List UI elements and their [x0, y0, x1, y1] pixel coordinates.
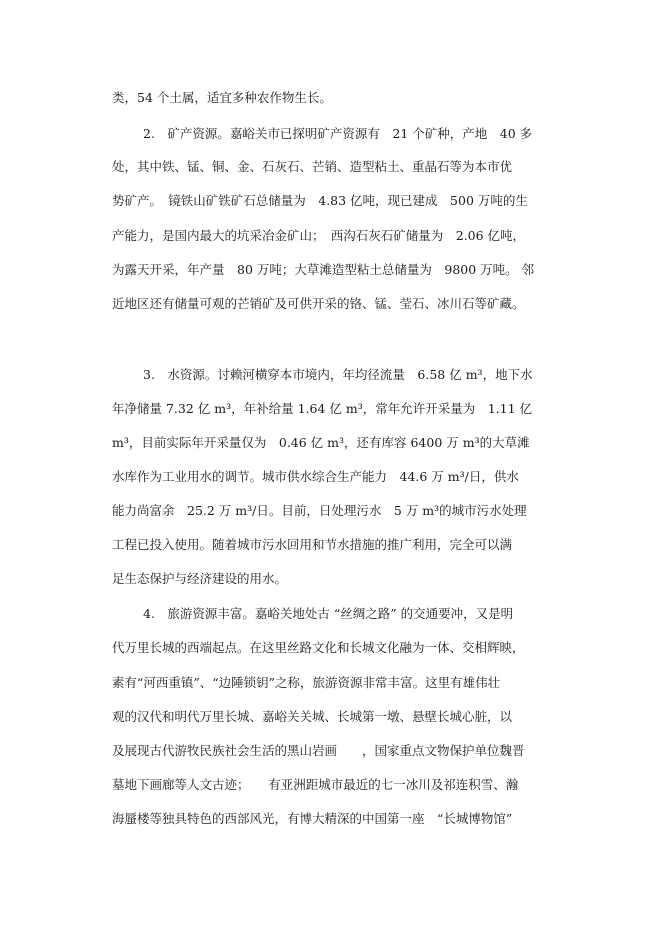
text-line: 海蜃楼等独具特色的西部风光，有博大精深的中国第一座 “长城博物馆”	[112, 811, 513, 826]
text-line: 年净储量 7.32 亿 m³，年补给量 1.64 亿 m³，常年允许开采量为 1.11 亿	[112, 401, 533, 416]
text-line: 素有“河西重镇”、“边陲锁钥”之称，旅游资源非常丰富。这里有雄伟壮	[112, 675, 501, 690]
text-line: 代万里长城的西端起点。在这里丝路文化和长城文化融为一体、交相辉映，	[112, 640, 525, 655]
text-line: 及展现古代游牧民族社会生活的黑山岩画 ，国家重点文物保护单位魏晋	[112, 743, 525, 758]
text-line: 势矿产。 镜铁山矿铁矿石总储量为 4.83 亿吨，现已建成 500 万吨的生	[112, 193, 528, 208]
text-line: 墓地下画廊等人文古迹； 有亚洲距城市最近的七一冰川及祁连积雪、瀚	[112, 777, 519, 792]
text-line: m³，目前实际年开采量仅为 0.46 亿 m³，还有库容 6400 万 m³的大草滩	[112, 435, 530, 450]
text-line: 观的汉代和明代万里长城、嘉峪关关城、长城第一墩、悬壁长城心脏，以	[112, 709, 513, 724]
text-line: 类，54 个土属，适宜多种农作物生长。	[112, 90, 332, 105]
text-line: 为露天开采，年产量 80 万吨；大草滩造型粘土总储量为 9800 万吨。 邻	[112, 262, 535, 277]
text-line: 工程已投入使用。随着城市污水回用和节水措施的推广利用，完全可以满	[112, 537, 513, 552]
text-line: 水库作为工业用水的调节。城市供水综合生产能力 44.6 万 m³/日，供水	[112, 469, 519, 484]
text-line: 能力尚富余 25.2 万 m³/日。目前，日处理污水 5 万 m³的城市污水处理	[112, 503, 527, 518]
text-line: 2. 矿产资源。嘉峪关市已探明矿产资源有 21 个矿种，产地 40 多	[143, 126, 533, 141]
text-line: 足生态保护与经济建设的用水。	[112, 571, 288, 586]
text-line: 产能力，是国内最大的坑采冶金矿山； 西沟石灰石矿储量为 2.06 亿吨，	[112, 228, 526, 243]
text-line: 近地区还有储量可观的芒销矿及可供开采的铬、锰、莹石、冰川石等矿藏。	[112, 296, 525, 311]
text-line: 4. 旅游资源丰富。嘉峪关地处古 “丝绸之路” 的交通要冲，又是明	[143, 606, 514, 621]
text-line: 3. 水资源。讨赖河横穿本市境内，年均径流量 6.58 亿 m³，地下水	[143, 367, 533, 382]
text-line: 处，其中铁、锰、铜、金、石灰石、芒销、造型粘土、重晶石等为本市优	[112, 159, 513, 174]
